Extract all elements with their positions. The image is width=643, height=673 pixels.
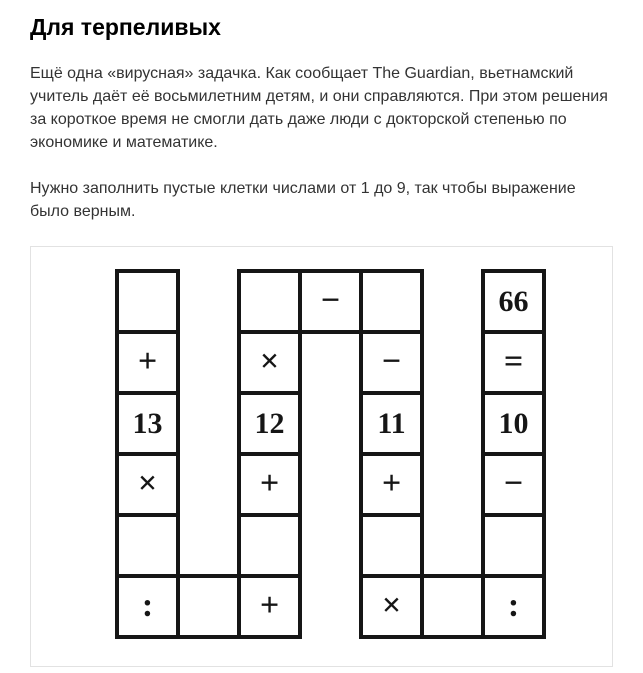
- puzzle-cell: 13: [115, 391, 180, 456]
- puzzle-cell: ×: [115, 452, 180, 517]
- puzzle-cell: :: [115, 574, 180, 639]
- puzzle-cell: [176, 574, 241, 639]
- page-title: Для терпеливых: [30, 14, 221, 40]
- puzzle-cell: 11: [359, 391, 424, 456]
- puzzle-cell: =: [481, 330, 546, 395]
- puzzle-cell: 10: [481, 391, 546, 456]
- task-paragraph: Нужно заполнить пустые клетки числами от 1 до 9, так чтобы выражение было верным.: [30, 180, 576, 221]
- puzzle-grid: [115, 269, 546, 639]
- puzzle-cell: ×: [237, 330, 302, 395]
- puzzle-cell: 12: [237, 391, 302, 456]
- puzzle-cell: −: [359, 330, 424, 395]
- puzzle-cell: [359, 513, 424, 578]
- puzzle-cell: +: [237, 574, 302, 639]
- puzzle-cell: −: [481, 452, 546, 517]
- puzzle-cell: 66: [481, 269, 546, 334]
- puzzle-cell: [481, 513, 546, 578]
- puzzle-image-frame: [30, 246, 613, 667]
- puzzle-cell: +: [237, 452, 302, 517]
- puzzle-cell: [115, 513, 180, 578]
- puzzle-cell: :: [481, 574, 546, 639]
- puzzle-cell: [115, 269, 180, 334]
- intro-paragraph: Ещё одна «вирусная» задачка. Как сообщает The Guardian, вьетнамский учитель даёт её восьмилетним детям, и они справляются. При этом решения за короткое время не смогли дать даже люди с докторской степенью по экономике и математике.: [30, 65, 608, 152]
- puzzle-cell: ×: [359, 574, 424, 639]
- puzzle-cell: +: [359, 452, 424, 517]
- puzzle-cell: [420, 574, 485, 639]
- puzzle-cell: −: [298, 269, 363, 334]
- puzzle-cell: [237, 513, 302, 578]
- puzzle-cell: +: [115, 330, 180, 395]
- puzzle-cell: [237, 269, 302, 334]
- puzzle-cell: [359, 269, 424, 334]
